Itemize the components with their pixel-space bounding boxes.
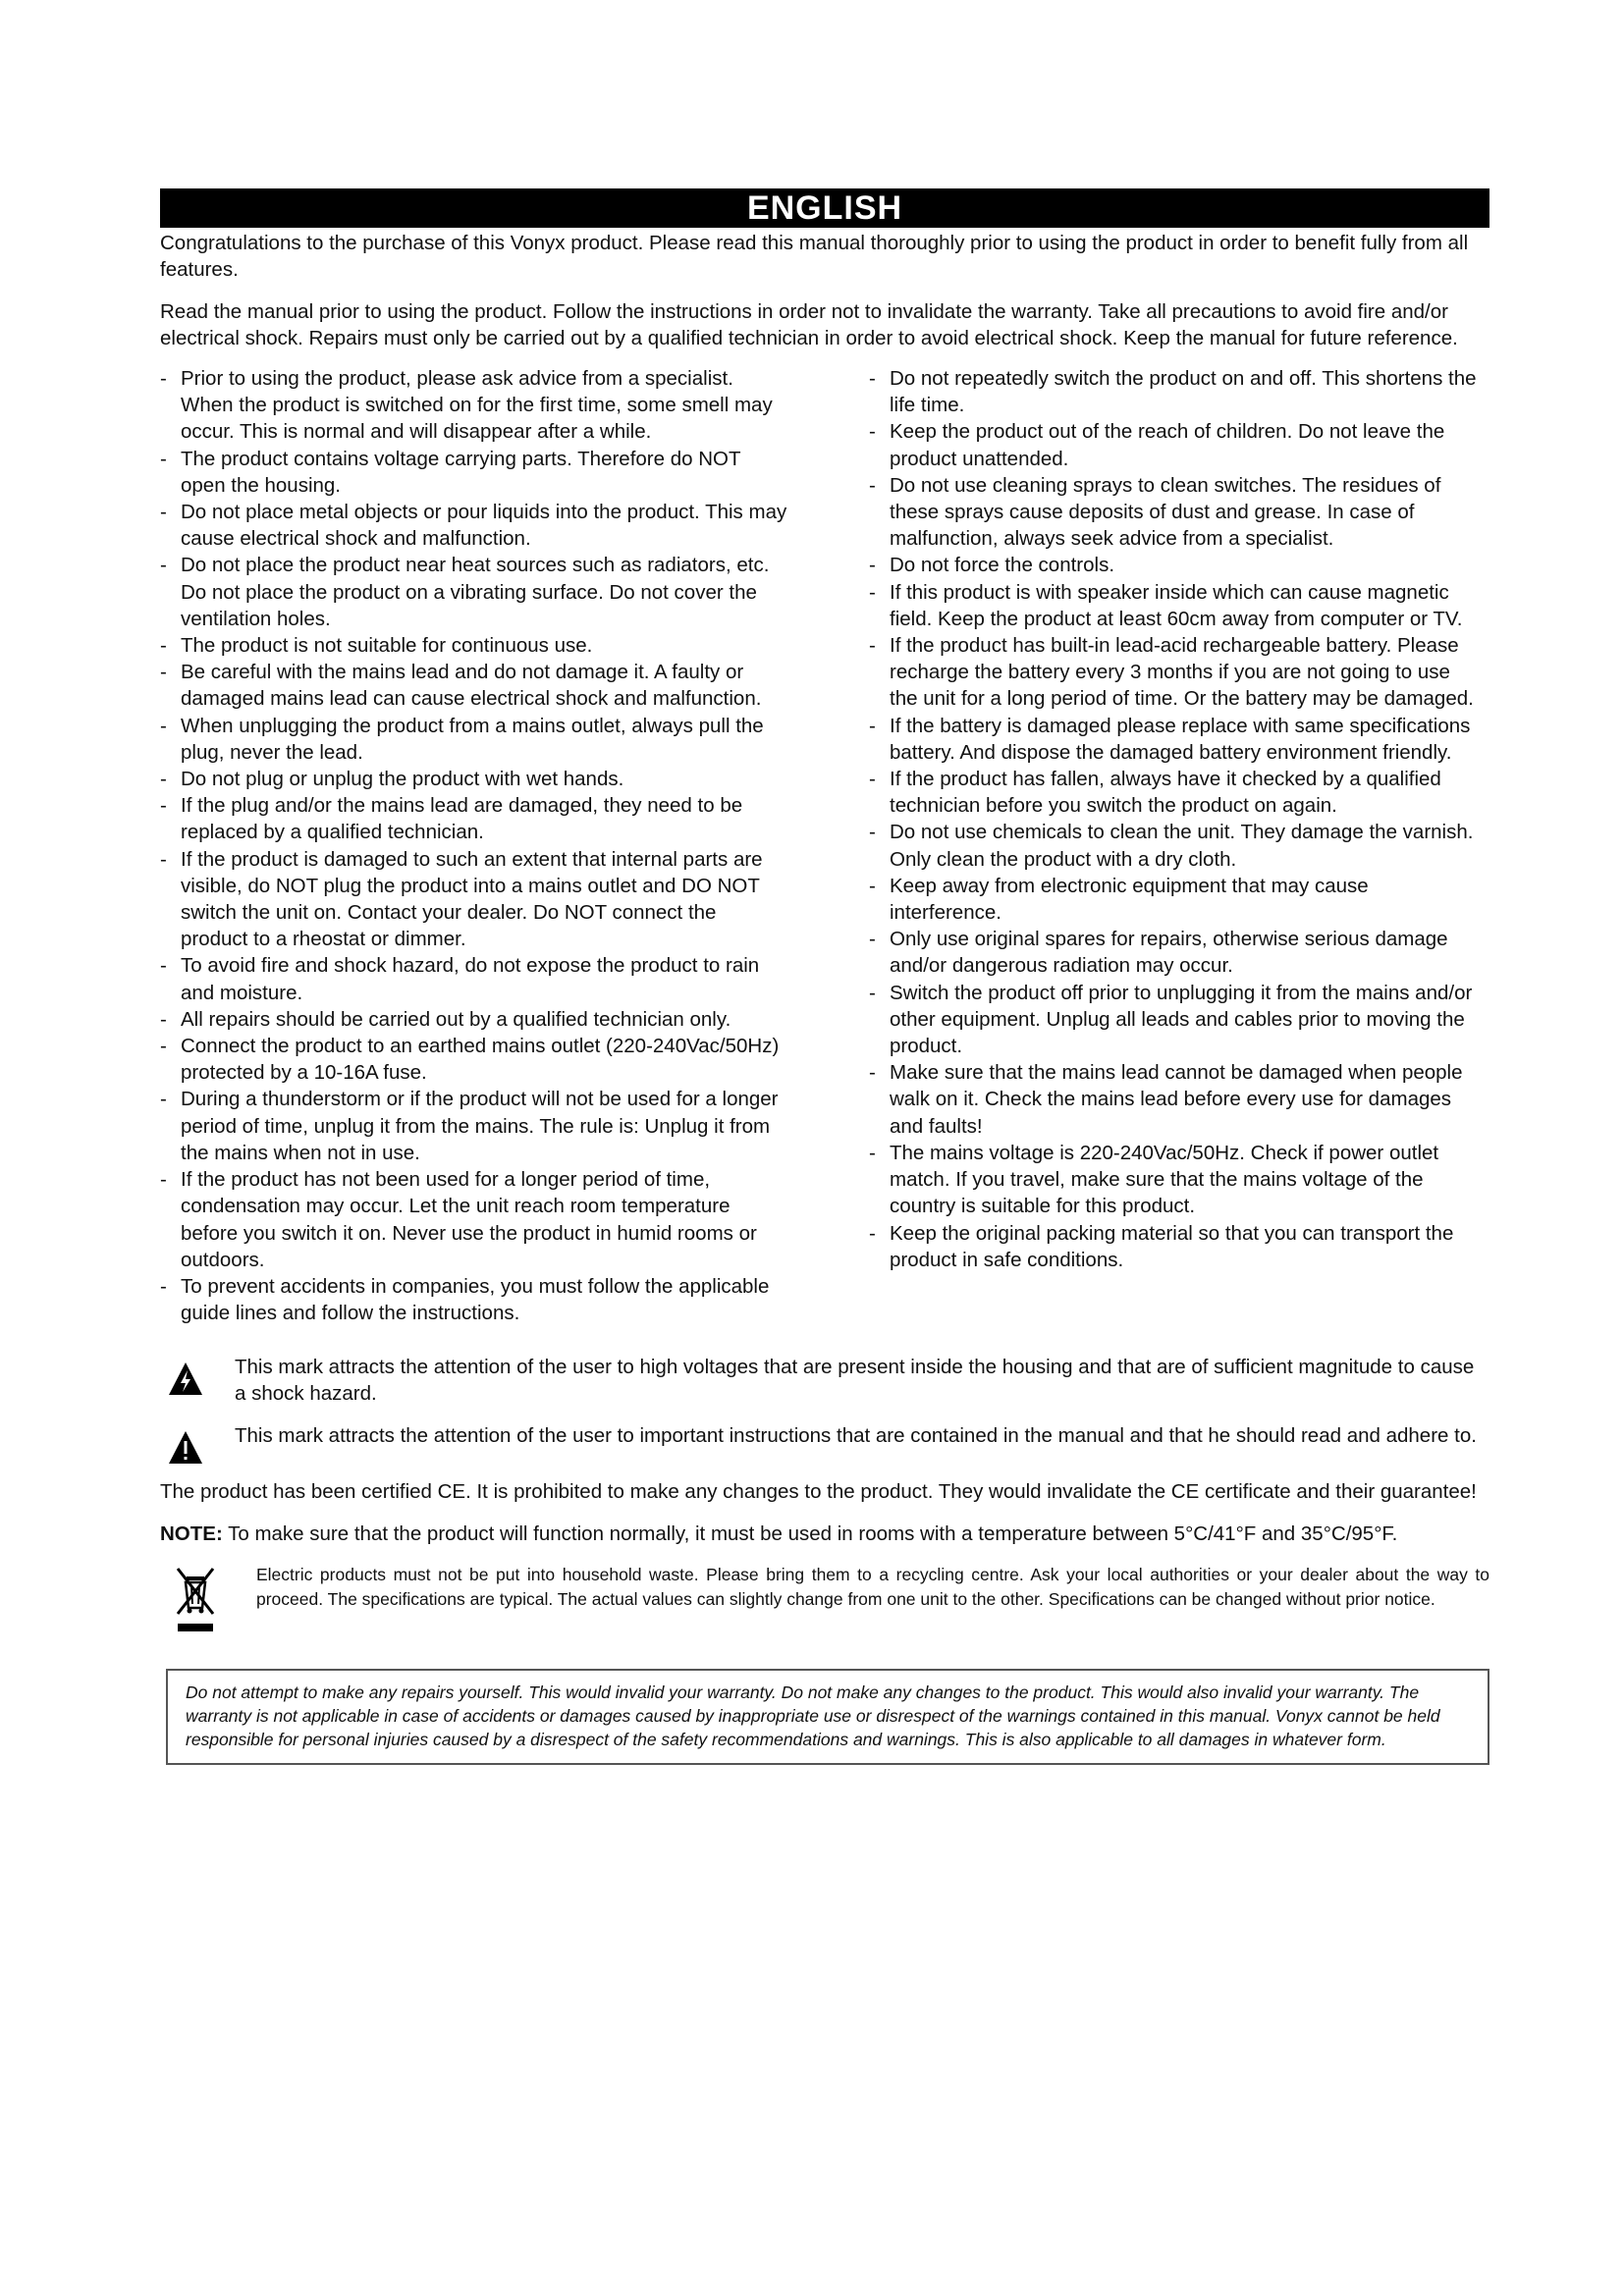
note-label: NOTE: — [160, 1522, 223, 1546]
left-column — [160, 365, 788, 1326]
list-item: - Be careful with the mains lead and do not damage it. A faulty or damaged mains lead can cause electrical shock and malfunction. — [160, 659, 788, 712]
list-item: - Keep the product out of the reach of children. Do not leave the product unattended. — [869, 418, 1484, 471]
list-item: - All repairs should be carried out by a qualified technician only. — [160, 1006, 788, 1033]
list-item: - The product contains voltage carrying parts. Therefore do NOT open the housing. — [160, 446, 788, 499]
high-voltage-text: This mark attracts the attention of the user to high voltages that are present inside the housing and that are of sufficient magnitude to cause a shock hazard. — [235, 1356, 1475, 1406]
list-item: - The mains voltage is 220-240Vac/50Hz. Check if power outlet match. If you travel, make sure that the mains voltage of the country is suitable for this product. — [869, 1140, 1484, 1220]
list-item: - Do not repeatedly switch the product on and off. This shortens the life time. — [869, 365, 1484, 418]
list-item: - Connect the product to an earthed mains outlet (220-240Vac/50Hz) protected by a 10-16A fuse. — [160, 1033, 788, 1086]
note-paragraph — [160, 1521, 1489, 1547]
list-item: - Do not place the product near heat sources such as radiators, etc. Do not place the product on a vibrating surface. Do not cover the ventilation holes. — [160, 552, 788, 632]
read-manual-paragraph: Read the manual prior to using the product. Follow the instructions in order not to invalidate the warranty. Take all precautions to avoid fire and/or electrical shock. Repairs must only be carried out by a qualified technician in order to avoid electrical shock. Keep the manual for future reference. — [160, 300, 1458, 349]
list-item: - If the product has fallen, always have it checked by a qualified technician before you switch the product on again. — [869, 766, 1484, 819]
list-item: - Keep away from electronic equipment that may cause interference. — [869, 873, 1484, 926]
list-item: - Switch the product off prior to unplugging it from the mains and/or other equipment. Unplug all leads and cables prior to moving the product. — [869, 980, 1484, 1060]
list-item: - Keep the original packing material so that you can transport the product in safe conditions. — [869, 1220, 1484, 1273]
weee-section — [160, 1563, 1489, 1641]
list-item: - The product is not suitable for continuous use. — [160, 632, 788, 659]
list-item: - To prevent accidents in companies, you must follow the applicable guide lines and follow the instructions. — [160, 1273, 788, 1326]
instructions-text: This mark attracts the attention of the user to important instructions that are contained in the manual and that he should read and adhere to. — [235, 1424, 1477, 1448]
safety-instructions — [160, 365, 1489, 1326]
disclaimer-text: Do not attempt to make any repairs yourself. This would invalid your warranty. Do not make any changes to the product. This would also invalid your warranty. The warranty is not applicable in case of accidents or damages caused by inappropriate use or disrespect of the warnings contained in this manual. Vonyx cannot be held responsible for personal injuries caused by a disrespect of the safety recommendations and warnings. This is also applicable to all damages in whatever form. — [186, 1682, 1440, 1750]
right-bullet-list — [869, 365, 1484, 1273]
list-item: - Only use original spares for repairs, otherwise serious damage and/or dangerous radiation may occur. — [869, 926, 1484, 979]
instructions-warning — [160, 1422, 1489, 1449]
list-item: - If the plug and/or the mains lead are damaged, they need to be replaced by a qualified technician. — [160, 792, 788, 845]
manual-page — [160, 188, 1489, 1765]
list-item: - Prior to using the product, please ask advice from a specialist. When the product is switched on for the first time, some smell may occur. This is normal and will disappear after a while. — [160, 365, 788, 446]
high-voltage-warning — [160, 1354, 1489, 1407]
list-item: - During a thunderstorm or if the product will not be used for a longer period of time, unplug it from the mains. The rule is: Unplug it from the mains when not in use. — [160, 1086, 788, 1166]
disclaimer-box — [166, 1669, 1489, 1765]
list-item: - If the product has not been used for a longer period of time, condensation may occur. Let the unit reach room temperature before you switch it on. Never use the product in humid rooms or outdoors. — [160, 1166, 788, 1273]
list-item: - If this product is with speaker inside which can cause magnetic field. Keep the product at least 60cm away from computer or TV. — [869, 579, 1484, 632]
list-item: - When unplugging the product from a mains outlet, always pull the plug, never the lead. — [160, 713, 788, 766]
list-item: - Do not place metal objects or pour liquids into the product. This may cause electrical shock and malfunction. — [160, 499, 788, 552]
list-item: - Do not use chemicals to clean the unit. They damage the varnish. Only clean the product with a dry cloth. — [869, 819, 1484, 872]
list-item: - To avoid fire and shock hazard, do not expose the product to rain and moisture. — [160, 952, 788, 1005]
list-item: - If the battery is damaged please replace with same specifications battery. And dispose the damaged battery environment friendly. — [869, 713, 1484, 766]
crossed-bin-icon — [174, 1565, 217, 1635]
list-item: - If the product has built-in lead-acid rechargeable battery. Please recharge the battery every 3 months if you are not going to use the unit for a long period of time. Or the battery may be damaged. — [869, 632, 1484, 713]
lightning-warning-icon — [168, 1362, 203, 1397]
list-item: - If the product is damaged to such an extent that internal parts are visible, do NOT plug the product into a mains outlet and DO NOT switch the unit on. Contact your dealer. Do NOT connect the product to a rheostat or dimmer. — [160, 846, 788, 953]
weee-text: Electric products must not be put into household waste. Please bring them to a recycling centre. Ask your local authorities or your dealer about the way to proceed. The specifications are typical. The actual values can slightly change from one unit to the other. Specifications can be changed without prior notice. — [256, 1565, 1489, 1610]
list-item: - Do not plug or unplug the product with wet hands. — [160, 766, 788, 792]
exclamation-warning-icon — [168, 1430, 203, 1466]
ce-paragraph: The product has been certified CE. It is prohibited to make any changes to the product. They would invalidate the CE certificate and their guarantee! — [160, 1480, 1477, 1504]
list-item: - Do not force the controls. — [869, 552, 1484, 578]
right-column — [869, 365, 1484, 1326]
language-banner: ENGLISH — [160, 188, 1489, 228]
intro-paragraph: Congratulations to the purchase of this Vonyx product. Please read this manual thoroughly prior to using the product in order to benefit fully from all features. — [160, 232, 1469, 281]
left-bullet-list — [160, 365, 788, 1326]
note-text: To make sure that the product will function normally, it must be used in rooms with a temperature between 5°C/41°F and 35°C/95°F. — [222, 1522, 1398, 1546]
list-item: - Make sure that the mains lead cannot be damaged when people walk on it. Check the mains lead before every use for damages and faults! — [869, 1059, 1484, 1140]
list-item: - Do not use cleaning sprays to clean switches. The residues of these sprays cause deposits of dust and grease. In case of malfunction, always seek advice from a specialist. — [869, 472, 1484, 553]
